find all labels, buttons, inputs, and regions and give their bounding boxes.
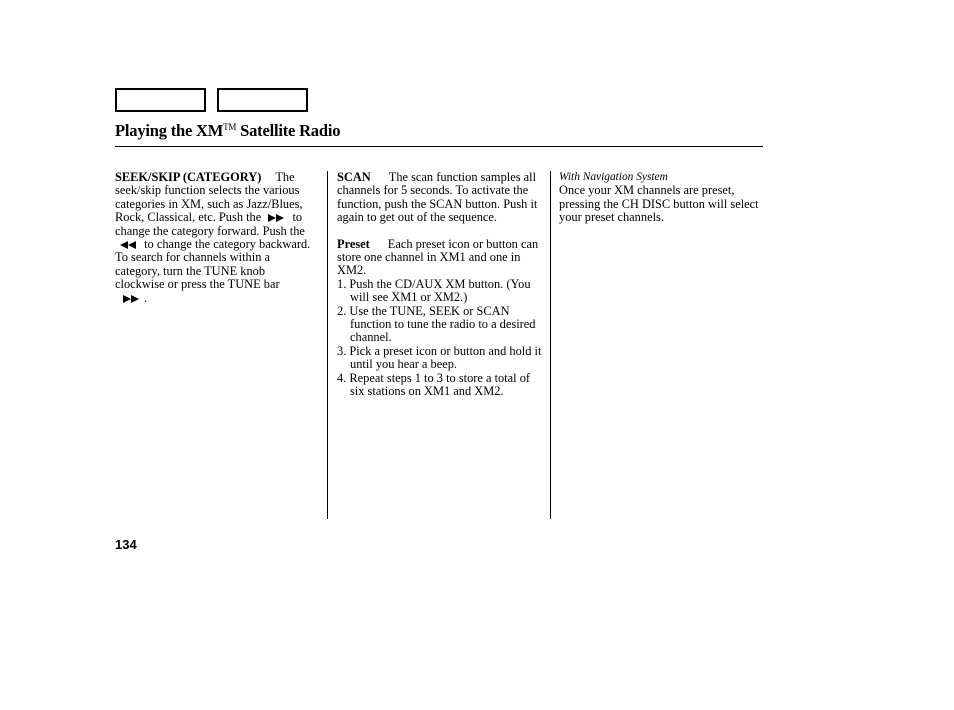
list-item: 2. Use the TUNE, SEEK or SCAN function to tune the radio to a desired channel. [337, 303, 536, 345]
trademark-sup: TM [223, 122, 237, 132]
scan-paragraph: SCAN The scan function samples all channels for 5 seconds. To activate the function, push the SCAN button. Push it again to get out of the sequence. [337, 170, 538, 225]
column-seek-skip [115, 171, 317, 305]
preset-steps [337, 278, 544, 399]
title-rule [115, 146, 763, 147]
page-title: Playing the XM™ Satellite Radio [115, 121, 341, 140]
fast-forward-icon [123, 295, 140, 303]
navigation-paragraph: Once your XM channels are preset, pressing the CH DISC button will select your preset channels. [559, 183, 759, 225]
column-divider-2 [550, 171, 551, 519]
list-item: 1. Push the CD/AUX XM button. (You will see XM1 or XM2.) [337, 276, 531, 305]
preset-paragraph: Preset Each preset icon or button can store one channel in XM1 and one in XM2. [337, 236, 539, 278]
page-number: 134 [115, 537, 137, 552]
nav-button-2[interactable] [217, 88, 308, 112]
column-scan-preset [337, 171, 544, 399]
column-divider-1 [327, 171, 328, 519]
nav-button-1[interactable] [115, 88, 206, 112]
preset-heading: Preset [337, 236, 370, 251]
column-navigation [559, 171, 759, 225]
list-item: 4. Repeat steps 1 to 3 to store a total of six stations on XM1 and XM2. [337, 370, 531, 399]
seek-skip-paragraph: SEEK/SKIP (CATEGORY) The seek/skip function selects the various categories in XM, such as Jazz/Blues, Rock, Classical, etc. Push the to change the category forward. Push the to change the category backward. To search for channels within a category, turn the TUNE knob clockwise or press the TUNE bar . [115, 170, 311, 305]
seek-skip-heading: SEEK/SKIP (CATEGORY) [115, 170, 262, 184]
scan-heading: SCAN [337, 170, 371, 184]
navigation-note: With Navigation System [559, 171, 668, 183]
list-item: 3. Pick a preset icon or button and hold it until you hear a beep. [337, 343, 542, 372]
rewind-icon [119, 241, 137, 249]
fast-forward-icon [268, 214, 285, 222]
